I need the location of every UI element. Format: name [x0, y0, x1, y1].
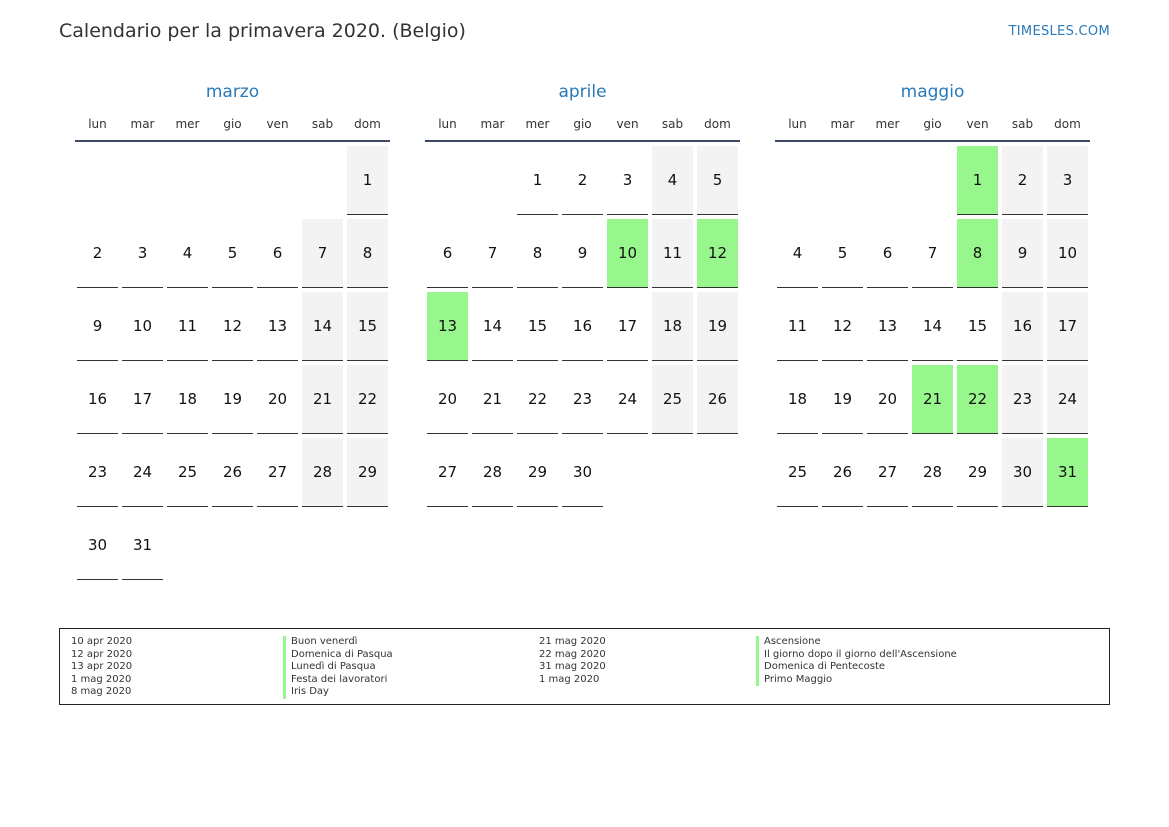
empty-cell [607, 438, 648, 507]
weekday-mer: mer [175, 117, 200, 131]
weekday-sab: sab [661, 117, 684, 131]
day-cell: 29 [957, 438, 998, 507]
weekday-gio: gio [223, 117, 242, 131]
day-cell: 26 [212, 438, 253, 507]
day-cell: 2 [1002, 146, 1043, 215]
page-title: Calendario per la primavera 2020. (Belgio) [59, 20, 466, 42]
month-grid [425, 146, 740, 507]
day-cell: 12 [822, 292, 863, 361]
legend-holiday-name: Domenica di Pasqua [283, 649, 393, 662]
legend-holiday-name: Lunedì di Pasqua [283, 661, 393, 674]
month-name: maggio [900, 82, 965, 102]
legend-dates-left [71, 636, 132, 699]
weekday-mar: mar [830, 117, 855, 131]
day-cell: 14 [472, 292, 513, 361]
day-cell: 21 [302, 365, 343, 434]
empty-cell [212, 511, 253, 580]
legend-holiday-name: Primo Maggio [756, 674, 957, 687]
month-aprile [425, 82, 740, 511]
weekday-lun: lun [788, 117, 807, 131]
weekday-lun: lun [88, 117, 107, 131]
weekday-mer: mer [875, 117, 900, 131]
legend-holiday-name: Festa dei lavoratori [283, 674, 393, 687]
day-cell: 4 [167, 219, 208, 288]
day-cell: 24 [607, 365, 648, 434]
empty-cell [212, 146, 253, 215]
day-cell: 26 [697, 365, 738, 434]
day-cell: 31 [122, 511, 163, 580]
day-cell: 10 [607, 219, 648, 288]
day-cell: 17 [122, 365, 163, 434]
legend-date: 13 apr 2020 [71, 661, 133, 672]
day-cell: 5 [697, 146, 738, 215]
month-marzo [75, 82, 390, 584]
day-cell: 17 [607, 292, 648, 361]
legend-holiday-name: Iris Day [283, 686, 393, 699]
day-cell: 18 [167, 365, 208, 434]
day-cell: 7 [912, 219, 953, 288]
week-row [75, 219, 390, 288]
day-cell: 11 [167, 292, 208, 361]
day-cell: 16 [1002, 292, 1043, 361]
day-cell: 12 [212, 292, 253, 361]
empty-cell [167, 146, 208, 215]
day-cell: 2 [562, 146, 603, 215]
legend-date: 10 apr 2020 [71, 636, 133, 647]
day-cell: 19 [822, 365, 863, 434]
day-cell: 28 [472, 438, 513, 507]
empty-cell [867, 146, 908, 215]
day-cell: 9 [562, 219, 603, 288]
legend-names-left [283, 636, 393, 699]
empty-cell [912, 146, 953, 215]
day-cell: 5 [822, 219, 863, 288]
month-grid [75, 146, 390, 580]
weekday-ven: ven [266, 117, 289, 131]
weekday-mar: mar [130, 117, 155, 131]
day-cell: 30 [77, 511, 118, 580]
empty-cell [257, 511, 298, 580]
weekday-gio: gio [923, 117, 942, 131]
day-cell: 15 [517, 292, 558, 361]
weekday-sab: sab [311, 117, 334, 131]
weekday-lun: lun [438, 117, 457, 131]
weekday-header [425, 108, 740, 142]
day-cell: 17 [1047, 292, 1088, 361]
day-cell: 20 [427, 365, 468, 434]
day-cell: 23 [562, 365, 603, 434]
month-name: marzo [205, 82, 260, 102]
week-row [75, 146, 390, 215]
week-row [425, 365, 740, 434]
day-cell: 2 [77, 219, 118, 288]
weekday-mer: mer [525, 117, 550, 131]
day-cell: 29 [347, 438, 388, 507]
legend-date: 12 apr 2020 [71, 648, 133, 660]
day-cell: 30 [1002, 438, 1043, 507]
legend-holiday-name: Domenica di Pentecoste [756, 661, 957, 674]
day-cell: 30 [562, 438, 603, 507]
empty-cell [427, 146, 468, 215]
day-cell: 15 [957, 292, 998, 361]
weekday-header [775, 108, 1090, 142]
empty-cell [302, 146, 343, 215]
day-cell: 28 [302, 438, 343, 507]
empty-cell [347, 511, 388, 580]
week-row [425, 146, 740, 215]
day-cell: 22 [347, 365, 388, 434]
day-cell: 23 [77, 438, 118, 507]
day-cell: 3 [122, 219, 163, 288]
day-cell: 27 [427, 438, 468, 507]
day-cell: 31 [1047, 438, 1088, 507]
day-cell: 12 [697, 219, 738, 288]
month-maggio [775, 82, 1090, 511]
empty-cell [257, 146, 298, 215]
legend-date: 1 mag 2020 [71, 673, 132, 685]
empty-cell [302, 511, 343, 580]
day-cell: 10 [122, 292, 163, 361]
day-cell: 18 [652, 292, 693, 361]
legend-date: 21 mag 2020 [539, 636, 606, 647]
day-cell: 13 [257, 292, 298, 361]
legend-dates-right [539, 636, 606, 686]
week-row [775, 438, 1090, 507]
day-cell: 28 [912, 438, 953, 507]
day-cell: 25 [167, 438, 208, 507]
day-cell: 8 [957, 219, 998, 288]
legend-date: 22 mag 2020 [539, 648, 606, 660]
day-cell: 25 [652, 365, 693, 434]
day-cell: 14 [912, 292, 953, 361]
day-cell: 16 [562, 292, 603, 361]
day-cell: 20 [867, 365, 908, 434]
week-row [75, 511, 390, 580]
legend-holiday-name: Buon venerdì [283, 636, 393, 649]
day-cell: 7 [302, 219, 343, 288]
legend-date: 1 mag 2020 [539, 673, 600, 685]
day-cell: 9 [77, 292, 118, 361]
brand-link[interactable]: TIMESLES.COM [1008, 24, 1110, 39]
legend-names-right [756, 636, 957, 686]
legend-date: 31 mag 2020 [539, 661, 606, 672]
week-row [75, 292, 390, 361]
week-row [775, 365, 1090, 434]
week-row [425, 219, 740, 288]
weekday-gio: gio [573, 117, 592, 131]
empty-cell [822, 146, 863, 215]
day-cell: 7 [472, 219, 513, 288]
day-cell: 22 [517, 365, 558, 434]
day-cell: 1 [957, 146, 998, 215]
empty-cell [697, 438, 738, 507]
day-cell: 27 [867, 438, 908, 507]
weekday-ven: ven [966, 117, 989, 131]
day-cell: 5 [212, 219, 253, 288]
week-row [425, 438, 740, 507]
day-cell: 1 [347, 146, 388, 215]
empty-cell [122, 146, 163, 215]
empty-cell [777, 146, 818, 215]
day-cell: 21 [912, 365, 953, 434]
week-row [75, 438, 390, 507]
day-cell: 27 [257, 438, 298, 507]
legend-date: 8 mag 2020 [71, 686, 132, 697]
day-cell: 26 [822, 438, 863, 507]
week-row [775, 146, 1090, 215]
day-cell: 4 [777, 219, 818, 288]
day-cell: 1 [517, 146, 558, 215]
day-cell: 25 [777, 438, 818, 507]
day-cell: 14 [302, 292, 343, 361]
day-cell: 24 [1047, 365, 1088, 434]
day-cell: 11 [652, 219, 693, 288]
day-cell: 3 [1047, 146, 1088, 215]
day-cell: 18 [777, 365, 818, 434]
weekday-dom: dom [354, 117, 381, 131]
day-cell: 6 [257, 219, 298, 288]
day-cell: 21 [472, 365, 513, 434]
day-cell: 8 [347, 219, 388, 288]
day-cell: 13 [867, 292, 908, 361]
empty-cell [652, 438, 693, 507]
legend-holiday-name: Ascensione [756, 636, 957, 649]
day-cell: 16 [77, 365, 118, 434]
day-cell: 23 [1002, 365, 1043, 434]
empty-cell [167, 511, 208, 580]
day-cell: 19 [212, 365, 253, 434]
empty-cell [472, 146, 513, 215]
day-cell: 24 [122, 438, 163, 507]
day-cell: 29 [517, 438, 558, 507]
weekday-header [75, 108, 390, 142]
empty-cell [77, 146, 118, 215]
month-grid [775, 146, 1090, 507]
week-row [775, 219, 1090, 288]
day-cell: 15 [347, 292, 388, 361]
day-cell: 19 [697, 292, 738, 361]
day-cell: 22 [957, 365, 998, 434]
weekday-mar: mar [480, 117, 505, 131]
day-cell: 8 [517, 219, 558, 288]
day-cell: 11 [777, 292, 818, 361]
day-cell: 6 [867, 219, 908, 288]
week-row [775, 292, 1090, 361]
day-cell: 13 [427, 292, 468, 361]
weekday-ven: ven [616, 117, 639, 131]
day-cell: 20 [257, 365, 298, 434]
day-cell: 4 [652, 146, 693, 215]
week-row [425, 292, 740, 361]
day-cell: 6 [427, 219, 468, 288]
day-cell: 3 [607, 146, 648, 215]
weekday-dom: dom [1054, 117, 1081, 131]
day-cell: 9 [1002, 219, 1043, 288]
legend-holiday-name: Il giorno dopo il giorno dell'Ascensione [756, 649, 957, 662]
day-cell: 10 [1047, 219, 1088, 288]
weekday-sab: sab [1011, 117, 1034, 131]
holiday-legend [59, 628, 1110, 705]
week-row [75, 365, 390, 434]
month-name: aprile [558, 82, 607, 102]
weekday-dom: dom [704, 117, 731, 131]
